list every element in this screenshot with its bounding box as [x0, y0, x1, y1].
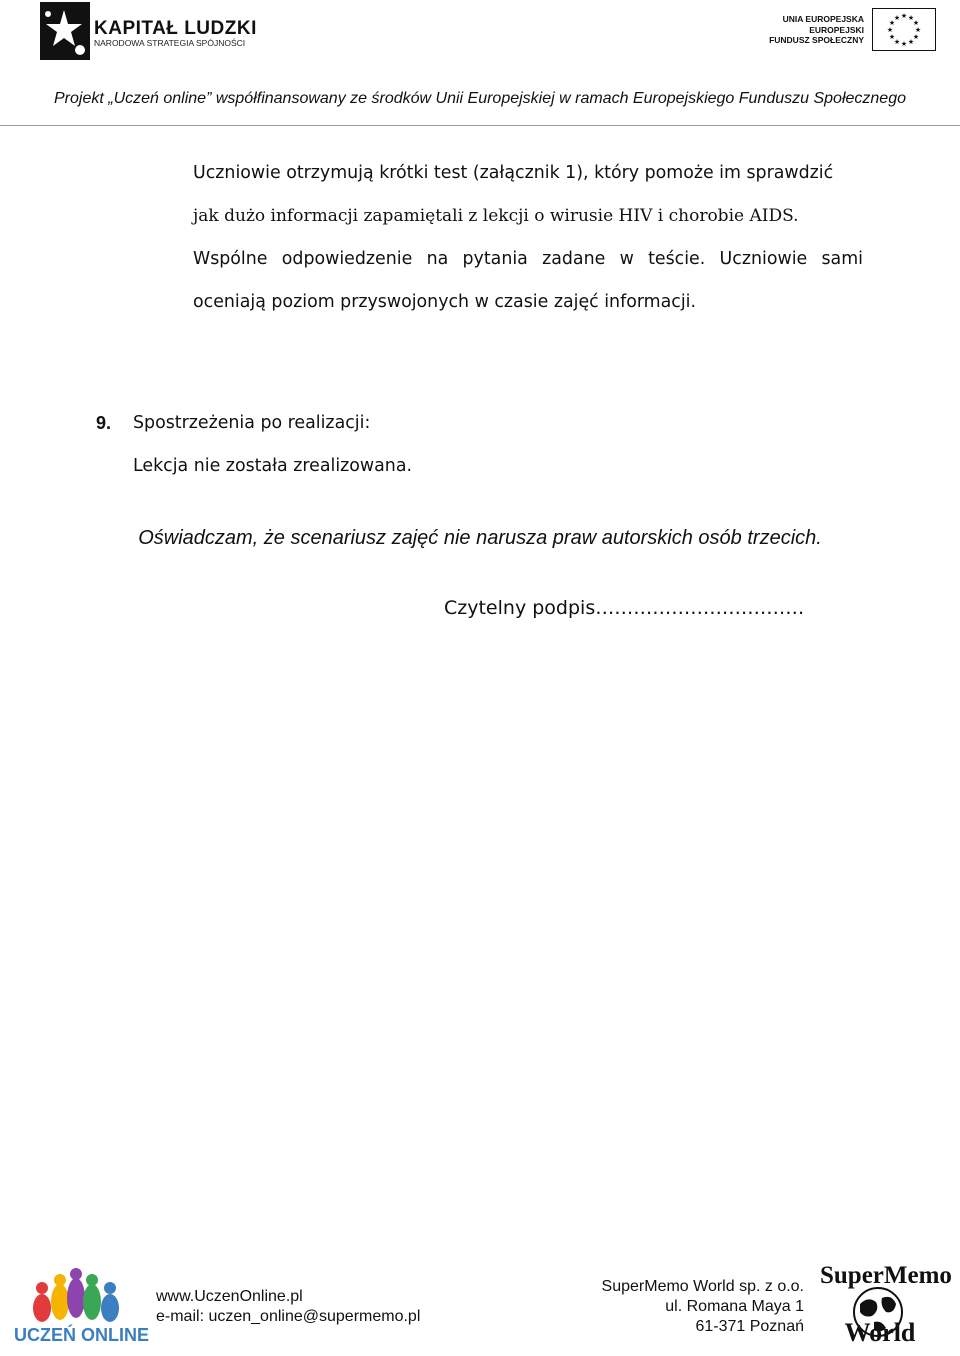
footer-contact [156, 1287, 420, 1327]
company-name: SuperMemo World sp. z o.o. [601, 1278, 804, 1295]
svg-text:★: ★ [907, 38, 915, 46]
ue-line: FUNDUSZ SPOŁECZNY [769, 35, 864, 45]
svg-text:★: ★ [893, 38, 901, 46]
ue-line: EUROPEJSKI [809, 24, 864, 35]
header-divider [0, 125, 960, 126]
svg-text:★: ★ [888, 33, 896, 41]
eu-flag [872, 8, 936, 51]
kapital-ludzki-star-icon [36, 0, 96, 62]
svg-text:★: ★ [888, 19, 896, 27]
copyright-statement: Oświadczam, że scenariusz zajęć nie narusza praw autorskich osób trzecich. [138, 527, 822, 549]
svg-text:★: ★ [912, 19, 920, 27]
supermemo-world-text: World [844, 1318, 916, 1347]
lesson-paragraph [193, 152, 863, 324]
city-address: 61-371 Poznań [695, 1318, 804, 1335]
section-heading: Spostrzeżenia po realizacji: [133, 413, 371, 433]
section-text: Lekcja nie została zrealizowana. [133, 456, 413, 476]
svg-text:★: ★ [912, 33, 920, 41]
paragraph-line: oceniają poziom przyswojonych w czasie zajęć informacji. [193, 292, 697, 312]
section-number: 9. [96, 413, 112, 433]
signature-line: Czytelny podpis…………………………… [444, 597, 805, 619]
email-link[interactable]: e-mail: uczen_online@supermemo.pl [156, 1308, 421, 1325]
paragraph-line: jak dużo informacji zapamiętali z lekcji o wirusie HIV i chorobie AIDS. [193, 206, 799, 226]
street-address: ul. Romana Maya 1 [665, 1298, 804, 1315]
svg-text:★: ★ [886, 26, 894, 34]
project-funding-line: Projekt „Uczeń online” współfinansowany ze środków Unii Europejskiej w ramach Europejskiego Funduszu Społecznego [54, 90, 906, 107]
kapital-ludzki-title: KAPITAŁ LUDZKI [94, 18, 257, 39]
uczen-online-figures-icon [14, 1266, 138, 1326]
ue-line: UNIA EUROPEJSKA [782, 14, 864, 24]
footer-address [602, 1277, 804, 1337]
paragraph-line: Uczniowie otrzymują krótki test (załącznik 1), który pomoże im sprawdzić [193, 163, 834, 183]
supermemo-logo-text: SuperMemo [820, 1262, 952, 1289]
svg-text:★: ★ [900, 40, 908, 48]
paragraph-line: Wspólne odpowiedzenie na pytania zadane w teście. Uczniowie sami [193, 249, 863, 269]
svg-text:★: ★ [907, 14, 915, 22]
ue-label [769, 14, 864, 46]
eu-flag-icon [872, 8, 936, 51]
svg-text:★: ★ [914, 26, 922, 34]
svg-text:★: ★ [900, 12, 908, 20]
website-link[interactable]: www.UczenOnline.pl [156, 1288, 303, 1305]
kapital-ludzki-subtitle: NARODOWA STRATEGIA SPÓJNOŚCI [94, 38, 246, 48]
svg-text:★: ★ [893, 14, 901, 22]
uczen-online-logo-text: UCZEŃ ONLINE [14, 1325, 149, 1345]
